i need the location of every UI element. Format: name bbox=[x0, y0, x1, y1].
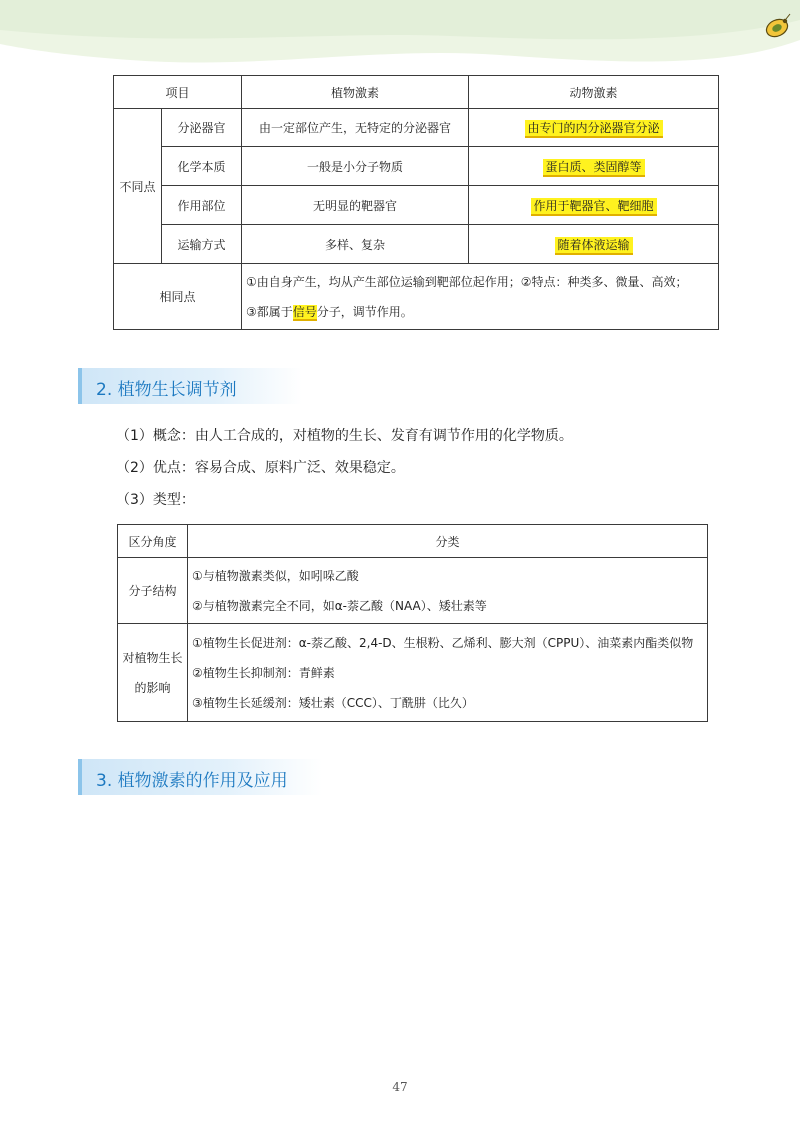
top-wave-decoration bbox=[0, 0, 800, 80]
highlighted-answer: 作用于靶器官、靶细胞 bbox=[531, 198, 657, 216]
similar-line-2-post: 分子，调节作用。 bbox=[316, 304, 413, 319]
category-line: ②植物生长抑制剂：青鲜素 bbox=[192, 665, 335, 680]
section-header-3 bbox=[78, 759, 322, 795]
paragraph-concept: （1）概念：由人工合成的，对植物的生长、发育有调节作用的化学物质。 bbox=[116, 428, 573, 444]
row-label: 化学本质 bbox=[162, 147, 242, 186]
similar-label: 相同点 bbox=[114, 264, 242, 330]
category-line: ③植物生长延缓剂：矮壮素（CCC）、丁酰肼（比久） bbox=[192, 695, 474, 710]
paragraph-advantage: （2）优点：容易合成、原料广泛、效果稳定。 bbox=[116, 460, 405, 476]
header-animal: 动物激素 bbox=[469, 76, 719, 109]
row-label bbox=[118, 624, 188, 722]
highlighted-answer: 由专门的内分泌器官分泌 bbox=[525, 120, 663, 138]
highlighted-answer: 蛋白质、类固醇等 bbox=[543, 159, 645, 177]
group-label: 不同点 bbox=[114, 109, 162, 264]
category-cell bbox=[188, 558, 708, 624]
header-item: 项目 bbox=[114, 76, 242, 109]
header-plant: 植物激素 bbox=[242, 76, 469, 109]
row-label: 运输方式 bbox=[162, 225, 242, 264]
highlighted-answer: 随着体液运输 bbox=[555, 237, 633, 255]
hormone-comparison-table bbox=[113, 75, 719, 330]
similar-content bbox=[242, 264, 719, 330]
header-angle: 区分角度 bbox=[118, 525, 188, 558]
animal-cell bbox=[469, 225, 719, 264]
page-number: 47 bbox=[392, 1080, 408, 1094]
plant-cell: 一般是小分子物质 bbox=[242, 147, 469, 186]
plant-cell: 无明显的靶器官 bbox=[242, 186, 469, 225]
animal-cell bbox=[469, 186, 719, 225]
animal-cell bbox=[469, 147, 719, 186]
row-label-line-2: 的影响 bbox=[134, 680, 171, 695]
similar-line-2 bbox=[246, 297, 718, 327]
category-line: ②与植物激素完全不同，如α-萘乙酸（NAA）、矮壮素等 bbox=[192, 598, 487, 613]
animal-cell bbox=[469, 109, 719, 147]
plant-cell: 多样、复杂 bbox=[242, 225, 469, 264]
section-title-2: 2. 植物生长调节剂 bbox=[96, 380, 237, 400]
row-label: 分子结构 bbox=[118, 558, 188, 624]
section-title-3: 3. 植物激素的作用及应用 bbox=[96, 771, 288, 791]
highlighted-word: 信号 bbox=[292, 304, 317, 319]
row-label: 作用部位 bbox=[162, 186, 242, 225]
regulator-type-table bbox=[117, 524, 708, 722]
similar-line-1: ①由自身产生，均从产生部位运输到靶部位起作用；②特点：种类多、微量、高效； bbox=[246, 274, 688, 289]
plant-cell: 由一定部位产生，无特定的分泌器官 bbox=[242, 109, 469, 147]
row-label: 分泌器官 bbox=[162, 109, 242, 147]
category-line: ①与植物激素类似，如吲哚乙酸 bbox=[192, 568, 359, 583]
header-category: 分类 bbox=[188, 525, 708, 558]
bug-icon bbox=[762, 12, 792, 42]
similar-line-2-pre: ③都属于 bbox=[246, 304, 293, 319]
row-label-line-1: 对植物生长 bbox=[122, 650, 183, 665]
category-cell bbox=[188, 624, 708, 722]
category-line: ①植物生长促进剂：α-萘乙酸、2,4-D、生根粉、乙烯利、膨大剂（CPPU）、油菜素内酯类似物 bbox=[192, 635, 694, 650]
section-header-2 bbox=[78, 368, 302, 404]
paragraph-type: （3）类型： bbox=[116, 492, 195, 508]
